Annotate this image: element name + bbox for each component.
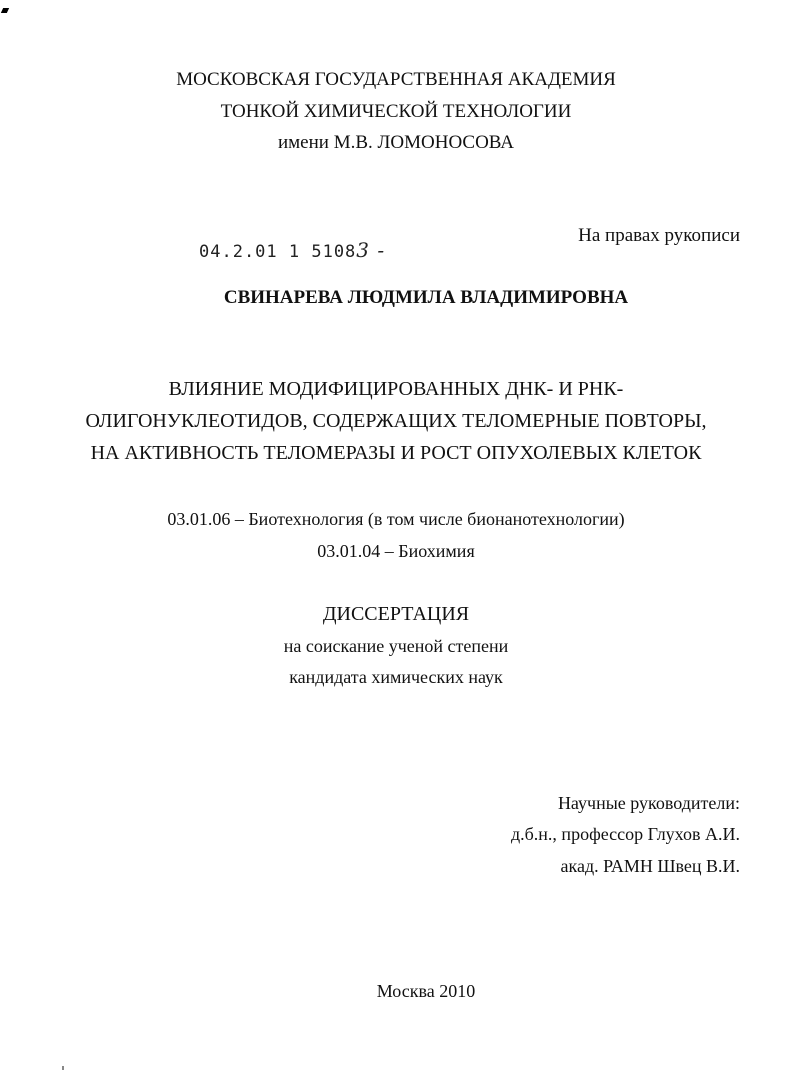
scan-corner-mark bbox=[1, 8, 9, 13]
supervisor-1: д.б.н., профессор Глухов А.И. bbox=[510, 824, 740, 844]
registration-stamp bbox=[199, 240, 385, 262]
institution-line-1: МОСКОВСКАЯ ГОСУДАРСТВЕННАЯ АКАДЕМИЯ bbox=[176, 69, 616, 90]
supervisor-2: акад. РАМН Швец В.И. bbox=[560, 856, 740, 876]
title-line-3: НА АКТИВНОСТЬ ТЕЛОМЕРАЗЫ И РОСТ ОПУХОЛЕВЫХ КЛЕТОК bbox=[90, 442, 702, 464]
place-year: Москва 2010 bbox=[376, 981, 476, 1001]
title-line-2: ОЛИГОНУКЛЕОТИДОВ, СОДЕРЖАЩИХ ТЕЛОМЕРНЫЕ ПОВТОРЫ, bbox=[85, 410, 707, 432]
work-type-line-1: на соискание ученой степени bbox=[283, 636, 509, 656]
work-type-heading: ДИССЕРТАЦИЯ bbox=[322, 603, 470, 625]
title-line-1: ВЛИЯНИЕ МОДИФИЦИРОВАННЫХ ДНК- И РНК- bbox=[168, 378, 624, 400]
institution-line-3: имени М.В. ЛОМОНОСОВА bbox=[277, 132, 514, 153]
specialty-2: 03.01.04 – Биохимия bbox=[317, 541, 475, 561]
work-type-line-2: кандидата химических наук bbox=[289, 667, 503, 687]
institution-line-2: ТОНКОЙ ХИМИЧЕСКОЙ ТЕХНОЛОГИИ bbox=[220, 101, 572, 122]
author-name: СВИНАРЕВА ЛЮДМИЛА ВЛАДИМИРОВНА bbox=[223, 287, 629, 308]
manuscript-rights-note: На правах рукописи bbox=[578, 225, 740, 246]
scan-speck bbox=[62, 1066, 64, 1070]
supervisors-heading: Научные руководители: bbox=[557, 793, 740, 813]
registration-stamp-handwritten: 3 - bbox=[356, 238, 386, 262]
registration-stamp-code: 04.2.01 1 5108 bbox=[199, 242, 357, 262]
specialty-1: 03.01.06 – Биотехнология (в том числе бионанотехнологии) bbox=[167, 509, 625, 529]
